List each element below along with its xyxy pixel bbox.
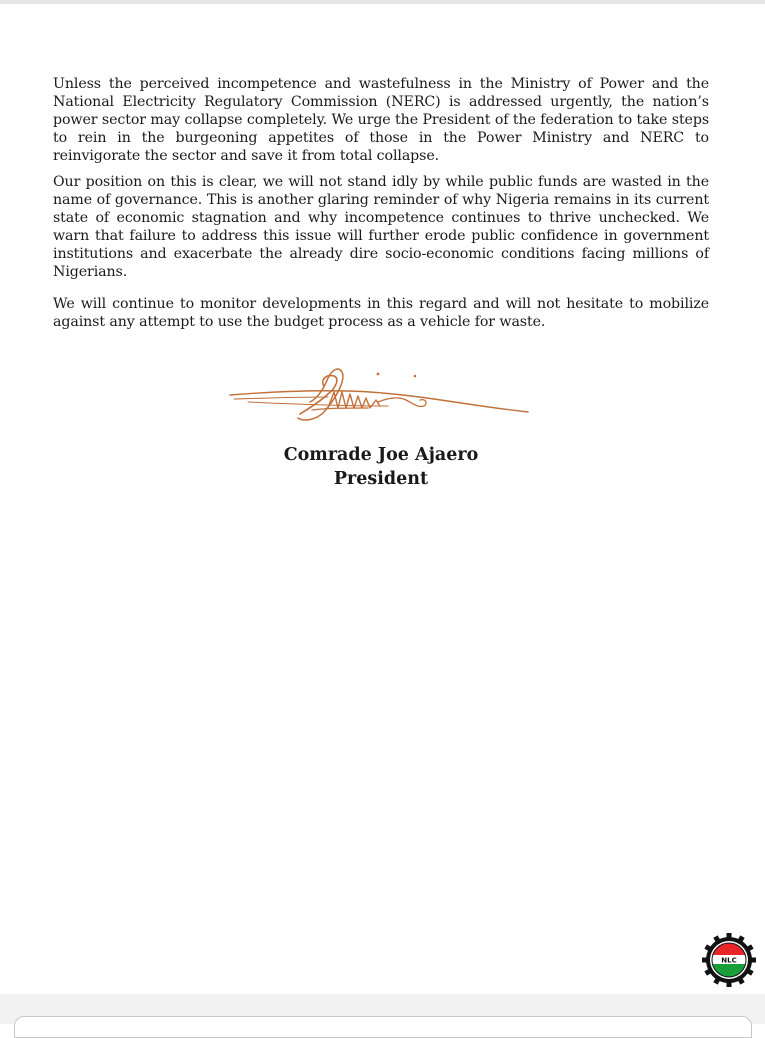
signatory-title: President [333, 469, 429, 489]
signature-drawing [228, 362, 530, 442]
paragraph-1: Unless the perceived incompetence and wastefulness in the Ministry of Power and the National Electricity Regulatory Commission (NERC) is addressed urgently, the nation’s power sector may collapse completely. We urge the President of the federation to take steps to rein in the burgeoning appetites of those in the Power Ministry and NERC to reinvigorate the sector and save it from total collapse. [53, 76, 709, 164]
reply-input-field[interactable] [14, 1016, 752, 1038]
nlc-logo-graphic [702, 933, 756, 987]
paragraph-3: We will continue to monitor developments in this regard and will not hesitate to mobilize against any attempt to use the budget process as a vehicle for waste. [53, 296, 709, 330]
paragraph-2: Our position on this is clear, we will not stand idly by while public funds are wasted in the name of governance. This is another glaring reminder of why Nigeria remains in its current state of economic stagnation and why incompetence continues to thrive unchecked. We warn that failure to address this issue will further erode public confidence in government institutions and exacerbate the already dire socio-economic conditions facing millions of Nigerians. [53, 174, 709, 280]
signature [228, 362, 530, 442]
svg-text:NLC: NLC [721, 956, 737, 965]
signatory-name: Comrade Joe Ajaero [283, 445, 479, 465]
nlc-logo [702, 933, 756, 987]
